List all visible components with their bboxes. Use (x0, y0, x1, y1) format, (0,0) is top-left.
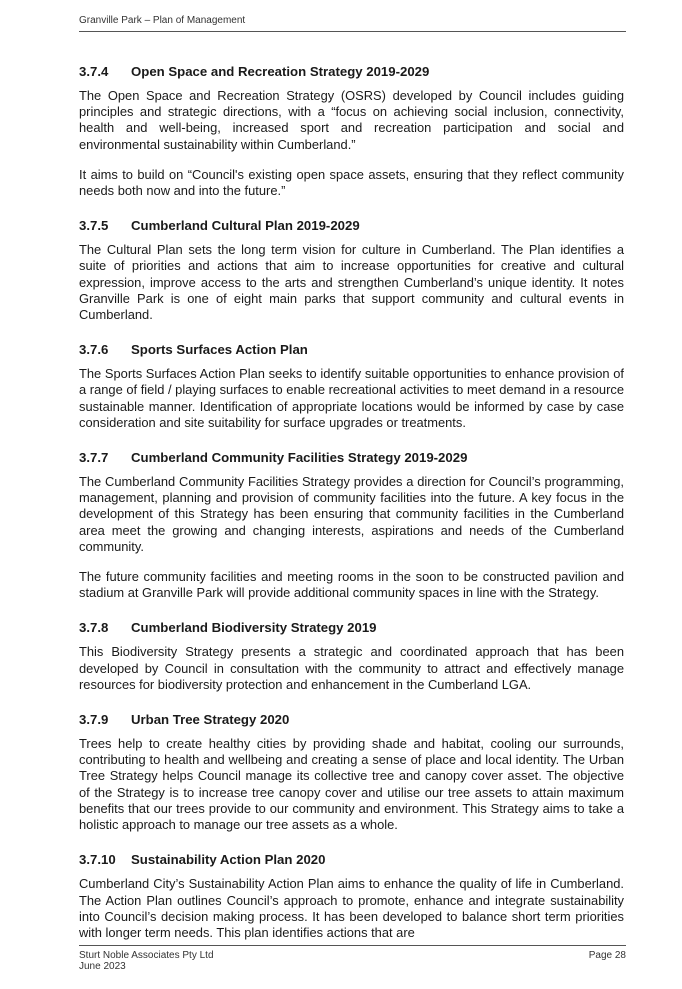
footer-row (79, 950, 626, 961)
section-heading (79, 64, 624, 79)
paragraph: The future community facilities and meeting rooms in the soon to be constructed pavilion and stadium at Granville Park will provide additional community spaces in line with the Strategy. (79, 569, 624, 601)
section-3-7-5 (79, 218, 624, 323)
section-3-7-4 (79, 64, 624, 199)
section-number: 3.7.9 (79, 712, 109, 728)
footer-row (79, 961, 626, 972)
section-title: Sports Surfaces Action Plan (131, 342, 308, 358)
section-title: Cumberland Community Facilities Strategy 2019-2029 (131, 450, 468, 466)
section-title: Urban Tree Strategy 2020 (131, 712, 290, 728)
paragraph: This Biodiversity Strategy presents a strategic and coordinated approach that has been developed by Council in consultation with the community to attract and effectively manage resources for biodiversity protection and enhancement in the Cumberland LGA. (79, 644, 624, 692)
paragraph: The Cultural Plan sets the long term vision for culture in Cumberland. The Plan identifies a suite of priorities and actions that aim to increase opportunities for creative and cultural expression, improve access to the arts and strengthen Cumberland’s unique identity. It notes Granville Park is one of eight main parks that support community and cultural events in Cumberland. (79, 242, 624, 323)
paragraph: The Cumberland Community Facilities Strategy provides a direction for Council’s programming, management, planning and provision of community facilities into the future. A key focus in the development of this Strategy has been ensuring that community facilities in the Cumberland area meet the growing and changing interests, aspirations and needs of the Cumberland community. (79, 474, 624, 554)
section-number: 3.7.10 (79, 852, 116, 868)
paragraph: It aims to build on “Council's existing open space assets, ensuring that they reflect community needs both now and into the future.” (79, 166, 624, 199)
running-footer (79, 945, 626, 972)
section-heading (79, 342, 624, 357)
page-number: Page 28 (588, 950, 626, 961)
section-3-7-9 (79, 712, 624, 833)
running-header: Granville Park – Plan of Management (79, 15, 626, 32)
section-number: 3.7.4 (79, 64, 109, 79)
section-number: 3.7.8 (79, 620, 109, 636)
footer-organisation: Sturt Noble Associates Pty Ltd (79, 950, 214, 961)
section-title: Cumberland Cultural Plan 2019-2029 (131, 218, 360, 234)
section-3-7-6 (79, 342, 624, 431)
section-heading (79, 218, 624, 233)
section-number: 3.7.5 (79, 218, 109, 234)
section-heading (79, 852, 624, 867)
paragraph: The Open Space and Recreation Strategy (OSRS) developed by Council includes guiding principles and strategic directions, with a “focus on achieving social inclusion, connectivity, health and well-being, increased sport and recreation participation and social and environmental sustainability within Cumberland.” (79, 88, 624, 152)
section-3-7-7 (79, 450, 624, 601)
footer-date: June 2023 (79, 961, 126, 972)
section-heading (79, 712, 624, 727)
section-title: Sustainability Action Plan 2020 (131, 852, 326, 868)
paragraph: Cumberland City’s Sustainability Action Plan aims to enhance the quality of life in Cumberland. The Action Plan outlines Council’s approach to promote, enhance and integrate sustainability into Council’s decision making process. It has been developed to balance short term priorities with longer term needs. This plan identifies actions that are (79, 876, 624, 940)
section-3-7-10 (79, 852, 624, 941)
section-heading (79, 450, 624, 465)
paragraph: The Sports Surfaces Action Plan seeks to identify suitable opportunities to enhance provision of a range of field / playing surfaces to enable recreational activities to meet demand in a resource sustainable manner. Identification of appropriate locations would be informed by case by case consideration and site suitability for surface upgrades or treatments. (79, 366, 624, 430)
section-number: 3.7.6 (79, 342, 109, 358)
section-number: 3.7.7 (79, 450, 109, 466)
paragraph: Trees help to create healthy cities by providing shade and habitat, cooling our surrounds, contributing to health and wellbeing and creating a sense of place and local identity. The Urban Tree Strategy helps Council manage its collective tree and canopy cover asset. The objective of the Strategy is to increase tree canopy cover and utilise our tree assets to attain maximum benefits that our trees provide to our community and environment. This Strategy aims to take a holistic approach to manage our tree assets as a whole. (79, 736, 624, 833)
section-heading (79, 620, 624, 635)
section-title: Open Space and Recreation Strategy 2019-2029 (131, 64, 430, 79)
section-title: Cumberland Biodiversity Strategy 2019 (131, 620, 377, 636)
page-content (79, 64, 624, 960)
section-3-7-8 (79, 620, 624, 693)
